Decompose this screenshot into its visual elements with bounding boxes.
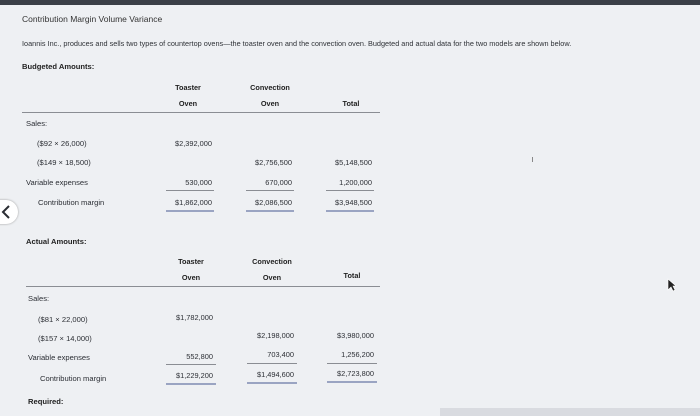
window-top-bar [0,0,700,5]
budgeted-toaster-calc: ($92 × 26,000) [37,139,87,148]
budgeted-col-total: Total [342,99,360,108]
actual-total-cm-rule [327,381,377,383]
budgeted-total-sum-rule [326,190,374,191]
actual-toaster-sum-rule [166,364,216,365]
actual-col-toaster-line2: Oven [181,273,201,282]
actual-total-var: 1,256,200 [341,350,374,359]
budgeted-toaster-cm-rule [166,210,214,212]
actual-total-cm: $2,723,800 [337,369,374,378]
actual-toaster-var: 552,800 [186,352,213,361]
budgeted-convection-sum-rule [246,190,294,191]
actual-convection-calc: ($157 × 14,000) [38,334,92,343]
budgeted-col-convection-line2: Oven [260,99,280,108]
actual-toaster-calc: ($81 × 22,000) [38,315,88,324]
budgeted-variable-label: Variable expenses [26,178,88,187]
actual-convection-var: 703,400 [267,350,294,359]
budgeted-cm-label: Contribution margin [38,198,105,207]
page-title: Contribution Margin Volume Variance [22,14,163,24]
required-heading: Required: [28,397,64,406]
budgeted-col-convection-line1: Convection [250,83,290,92]
actual-toaster-cm: $1,229,200 [176,371,213,380]
actual-total-sales: $3,980,000 [337,331,374,340]
partial-bottom-strip [440,408,700,416]
budgeted-convection-cm: $2,086,500 [255,198,292,207]
budgeted-convection-var: 670,000 [265,178,292,187]
actual-col-total: Total [343,271,361,280]
budgeted-convection-sales: $2,756,500 [255,158,292,167]
budgeted-col-toaster-line1: Toaster [175,83,201,92]
budgeted-toaster-var: 530,000 [185,178,212,187]
actual-convection-sales: $2,198,000 [257,331,294,340]
actual-total-sum-rule [327,363,377,364]
actual-col-toaster-line1: Toaster [178,257,204,266]
mouse-pointer-icon [667,278,677,292]
actual-convection-cm-rule [247,382,297,384]
actual-convection-sum-rule [247,363,297,364]
actual-col-convection-line2: Oven [262,273,282,282]
actual-cm-label: Contribution margin [40,374,107,383]
budgeted-header-rule [22,112,380,113]
budgeted-toaster-sum-rule [166,190,214,191]
chevron-left-icon [0,205,12,219]
actual-variable-label: Variable expenses [28,353,90,362]
actual-convection-cm: $1,494,600 [257,370,294,379]
back-button[interactable] [0,200,18,224]
budgeted-total-cm: $3,948,500 [335,198,372,207]
budgeted-toaster-cm: $1,862,000 [175,198,212,207]
budgeted-heading: Budgeted Amounts: [22,62,95,71]
actual-sales-label: Sales: [28,294,50,303]
budgeted-convection-calc: ($149 × 18,500) [37,158,91,167]
budgeted-total-var: 1,200,000 [339,178,372,187]
budgeted-sales-label: Sales: [26,119,48,128]
budgeted-col-toaster-line2: Oven [178,99,198,108]
budgeted-toaster-sales: $2,392,000 [175,139,212,148]
intro-text: Ioannis Inc., produces and sells two types of countertop ovens—the toaster oven and the convection oven. Budgeted and actual data for the two models are shown below. [22,39,572,48]
actual-heading: Actual Amounts: [26,237,87,246]
actual-toaster-sales: $1,782,000 [176,313,213,322]
actual-toaster-cm-rule [166,383,216,385]
cursor-tick-mark [532,157,533,162]
actual-col-convection-line1: Convection [252,257,292,266]
budgeted-total-cm-rule [326,210,374,212]
actual-header-rule [26,286,380,287]
budgeted-convection-cm-rule [246,210,294,212]
budgeted-total-sales: $5,148,500 [335,158,372,167]
